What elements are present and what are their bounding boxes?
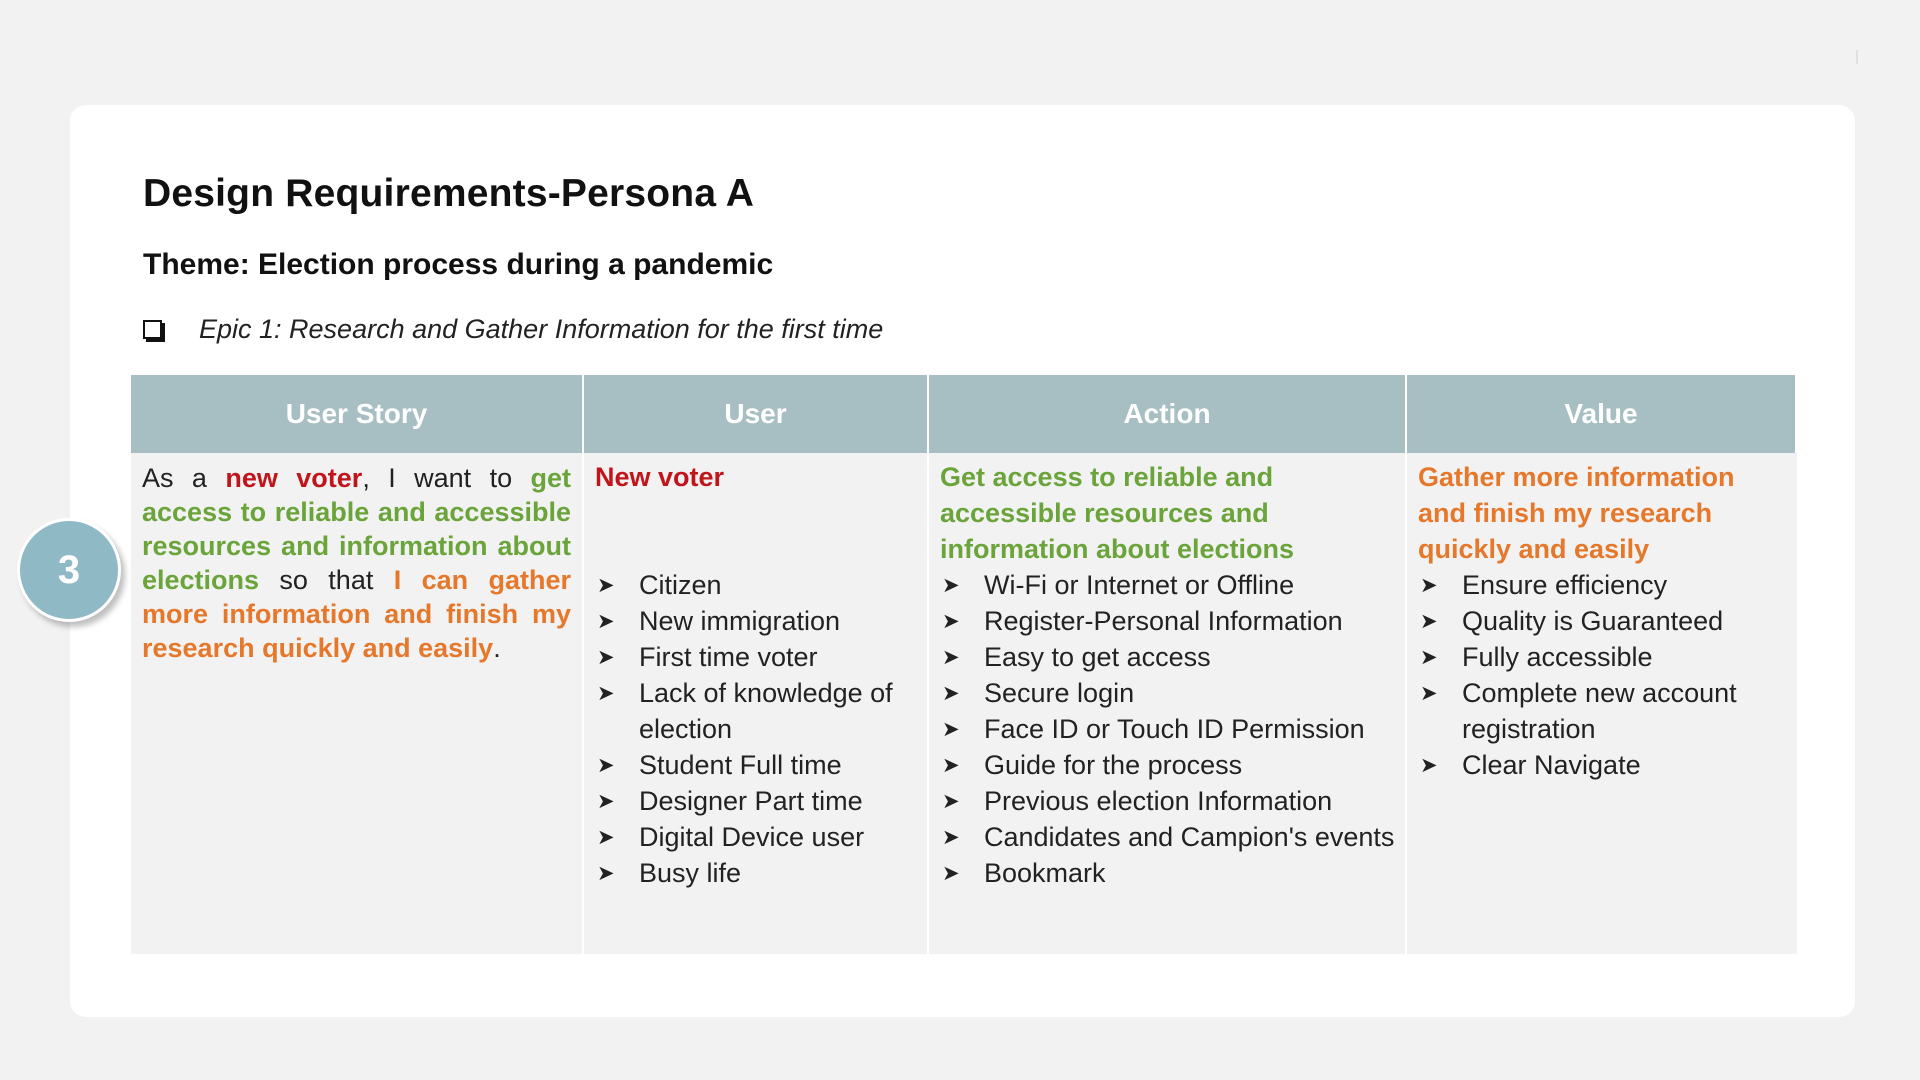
list-item: ➤ Previous election Information bbox=[940, 783, 1395, 819]
user-list bbox=[595, 567, 917, 891]
user-story-cell bbox=[131, 453, 584, 954]
page-title: Design Requirements-Persona A bbox=[143, 172, 755, 215]
list-item: ➤ New immigration bbox=[595, 603, 917, 639]
list-item: ➤ Citizen bbox=[595, 567, 917, 603]
theme-heading: Theme: Election process during a pandemic bbox=[143, 248, 774, 281]
list-item: ➤ Candidates and Campion's events bbox=[940, 819, 1395, 855]
list-item: ➤ First time voter bbox=[595, 639, 917, 675]
list-item: ➤ Student Full time bbox=[595, 747, 917, 783]
story-text: so that bbox=[259, 565, 394, 595]
decorative-tick bbox=[1856, 50, 1858, 64]
header-user: User bbox=[584, 375, 929, 453]
list-item: ➤ Clear Navigate bbox=[1418, 747, 1787, 783]
story-action: get access to reliable and accessible resources and information about elections bbox=[142, 463, 572, 595]
epic-line bbox=[143, 314, 883, 345]
list-item: ➤ Lack of knowledge of election bbox=[595, 675, 917, 747]
action-cell bbox=[929, 453, 1407, 954]
list-item: ➤ Register-Personal Information bbox=[940, 603, 1395, 639]
list-item: ➤ Easy to get access bbox=[940, 639, 1395, 675]
user-heading: New voter bbox=[595, 462, 725, 492]
value-list bbox=[1418, 567, 1787, 783]
list-item: ➤ Fully accessible bbox=[1418, 639, 1787, 675]
list-item: ➤ Complete new account registration bbox=[1418, 675, 1787, 747]
list-item: ➤ Busy life bbox=[595, 855, 917, 891]
story-persona: new voter bbox=[225, 463, 363, 493]
list-item: ➤ Ensure efficiency bbox=[1418, 567, 1787, 603]
action-heading: Get access to reliable and accessible resources and information about elections bbox=[940, 462, 1295, 564]
list-item: ➤ Designer Part time bbox=[595, 783, 917, 819]
user-cell bbox=[584, 453, 929, 954]
story-text: , I want to bbox=[362, 463, 531, 493]
story-text: As a bbox=[142, 463, 226, 493]
header-action: Action bbox=[929, 375, 1407, 453]
header-user-story: User Story bbox=[131, 375, 584, 453]
slide-number-badge: 3 bbox=[17, 518, 121, 622]
header-value: Value bbox=[1407, 375, 1797, 453]
value-heading: Gather more information and finish my research quickly and easily bbox=[1418, 462, 1735, 564]
action-list bbox=[940, 567, 1395, 891]
story-text: . bbox=[493, 633, 501, 663]
story-value: I can gather more information and finish my research quickly and easily bbox=[142, 565, 572, 663]
list-item: ➤ Secure login bbox=[940, 675, 1395, 711]
list-item: ➤ Bookmark bbox=[940, 855, 1395, 891]
list-item: ➤ Digital Device user bbox=[595, 819, 917, 855]
requirements-table bbox=[131, 375, 1797, 954]
epic-text: Epic 1: Research and Gather Information for the first time bbox=[199, 314, 884, 344]
checkbox-icon bbox=[143, 320, 162, 339]
list-item: ➤ Quality is Guaranteed bbox=[1418, 603, 1787, 639]
list-item: ➤ Face ID or Touch ID Permission bbox=[940, 711, 1395, 747]
value-cell bbox=[1407, 453, 1797, 954]
list-item: ➤ Guide for the process bbox=[940, 747, 1395, 783]
list-item: ➤ Wi-Fi or Internet or Offline bbox=[940, 567, 1395, 603]
